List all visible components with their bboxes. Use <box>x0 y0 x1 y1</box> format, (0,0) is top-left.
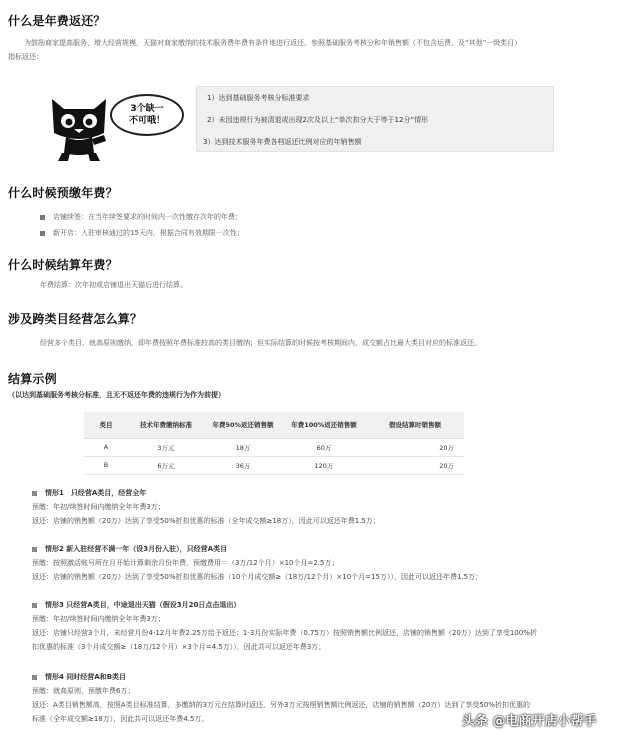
case-line: 预缴：年初/续签时间内缴纳全年年费3万； <box>32 615 165 623</box>
table-cell: 18万 <box>204 438 282 456</box>
table-header: 技术年费缴纳标准 <box>128 412 204 438</box>
list-item <box>40 228 244 238</box>
list-item-text: 店铺续签：在当年续签要求的时间内一次性缴存次年的年费； <box>53 213 242 221</box>
table-cell: 120万 <box>282 456 366 474</box>
callout-bubble <box>110 94 184 136</box>
case-line: 标准（全年成交额≥18万），因此共可以返还年费4.5万。 <box>32 715 209 723</box>
table-header-row <box>84 412 464 438</box>
conditions-box <box>196 86 554 152</box>
case-title <box>32 488 146 498</box>
condition-item: 3）达到技术服务年费各档返还比例对应的年销售额 <box>203 138 362 146</box>
table-cell: 20万 <box>366 456 464 474</box>
bullet-square-icon <box>32 547 37 552</box>
section-title-cross-category: 涉及跨类目经营怎么算？ <box>8 312 143 326</box>
table-cell: 60万 <box>282 438 366 456</box>
table-cell: 6万元 <box>128 456 204 474</box>
case-title <box>32 600 240 610</box>
table-cell: 20万 <box>366 438 464 456</box>
condition-item: 1）达到基础服务考核分标准要求 <box>207 94 310 102</box>
case-line: 预缴：年初/续签时间内缴纳全年年费3万； <box>32 503 165 511</box>
table-cell: B <box>84 456 128 474</box>
case-title-text: 情形1 只经营A类目，经营全年 <box>45 489 147 497</box>
intro-paragraph: 为鼓励商家提高服务、增大经营规模，天猫对商家缴纳的技术服务费年费有条件地进行返还。参照基础服务考核分和年销售额（不包含运费、及“其他”一级类目） <box>24 39 522 47</box>
callout-line-1: 3个缺一 <box>130 104 164 114</box>
tmall-cat-icon <box>48 95 110 161</box>
table-header: 假设结算时销售额 <box>366 412 464 438</box>
case-line: 预缴：就高原则，预缴年费6万； <box>32 687 135 695</box>
callout-line-2: 不可哦！ <box>128 116 165 126</box>
table-header: 类目 <box>84 412 128 438</box>
bullet-square-icon <box>32 603 37 608</box>
case-title-text: 情形3 只经营A类目，中途退出天猫（假设3月20日点击退出） <box>45 601 241 609</box>
case-title-text: 情形4 同时经营A和B类目 <box>45 673 127 681</box>
case-title <box>32 672 126 682</box>
list-item <box>40 212 242 222</box>
section-title-example: 结算示例 <box>8 372 57 386</box>
case-title-text: 情形2 新入驻经营不满一年（设3月份入驻），只经营A类目 <box>45 545 228 553</box>
example-subtitle: （以达到基础服务考核分标准，且无不返还年费的违规行为作为前提） <box>8 391 225 399</box>
section-title-prepay: 什么时候预缴年费？ <box>8 186 118 200</box>
table-cell: A <box>84 438 128 456</box>
case-line: 返还：店铺只经营3个月，未经营月份4-12月年费2.25万给予返还；1-3月份实际年费（0.75万）按照销售额比例返还，店铺的销售额（20万）达到了享受100%折 <box>32 629 537 637</box>
case-title <box>32 544 227 554</box>
bullet-square-icon <box>32 491 37 496</box>
list-item-text: 新开店：入驻审核通过的15天内，根据合同有效期限一次性； <box>53 229 244 237</box>
settle-text: 年费结算：次年初或店铺退出天猫后进行结算。 <box>40 281 187 289</box>
condition-item: 2）未因违规行为被清退或出现2次及以上“单次扣分大于等于12分”情形 <box>207 116 429 124</box>
case-line: 返还：店铺的销售额（20万）达到了享受50%折扣优惠的标准（10个月成交额≥（18万/12个月）×10个月=15万）），因此可以返还年费1.5万； <box>32 573 483 581</box>
case-line: 返还：A类目销售额高，按照A类目标准结算，多缴纳的3万元在结算时返还，另外3万元按照销售额比例返还，店铺的销售额（20万）达到了享受50%折扣优惠的 <box>32 701 530 709</box>
cross-category-text: 经营多个类目，就高原则缴纳，即年费按照年费标准较高的类目缴纳；但实际结算的时候按考核期间内，成交额占比最大类目对应的标准返还。 <box>40 339 481 347</box>
bullet-square-icon <box>40 231 45 236</box>
table-row <box>84 456 464 474</box>
section-title-what-is-refund: 什么是年费返还？ <box>8 14 106 28</box>
case-line: 扣优惠的标准（3个月成交额≥（18万/12个月）×3个月=4.5万）），因此共可以返还年费3万； <box>32 643 326 651</box>
section-title-settle: 什么时候结算年费？ <box>8 258 118 272</box>
table-row <box>84 438 464 456</box>
example-table <box>84 412 464 475</box>
table-cell: 36万 <box>204 456 282 474</box>
watermark: 头条 @电商开店小帮手 <box>462 714 597 729</box>
table-cell: 3万元 <box>128 438 204 456</box>
bullet-square-icon <box>32 675 37 680</box>
table-header: 年费100%返还销售额 <box>282 412 366 438</box>
case-line: 返还：店铺的销售额（20万）达到了享受50%折扣优惠的标准（全年成交额≥18万），因此可以返还年费1.5万； <box>32 517 380 525</box>
case-line: 预缴：按照激活账号所在月开始计算剩余月份年费，预缴费用＝（3万/12个月）×10个月=2.5万； <box>32 559 339 567</box>
table-header: 年费50%返还销售额 <box>204 412 282 438</box>
intro-paragraph-cont: 指标返还： <box>8 53 43 61</box>
bullet-square-icon <box>40 215 45 220</box>
